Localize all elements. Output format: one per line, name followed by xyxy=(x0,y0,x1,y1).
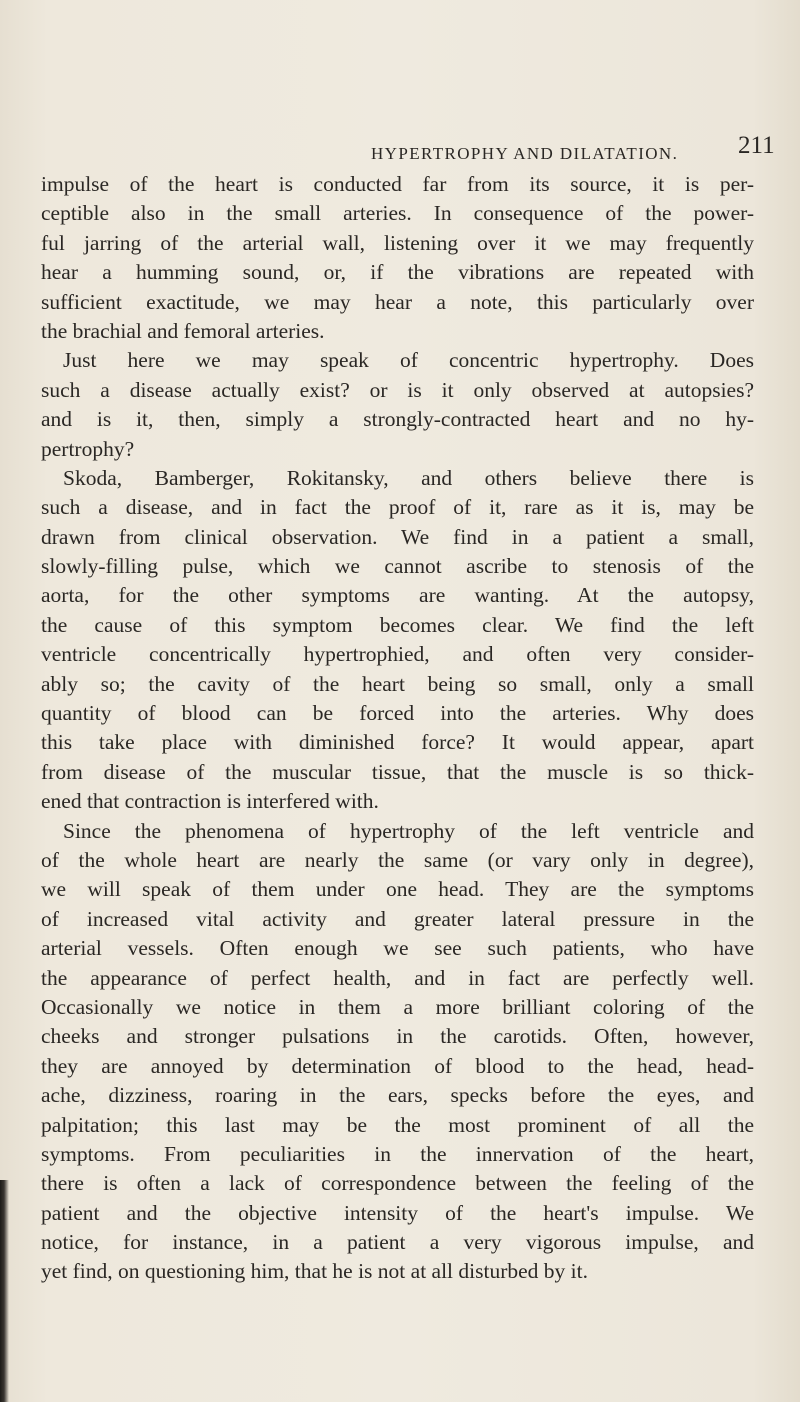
text-line: arterial vessels. Often enough we see such patients, who have xyxy=(41,936,754,961)
text-line: ably so; the cavity of the heart being so small, only a small xyxy=(41,671,754,696)
text-line: Just here we may speak of concentric hypertrophy. Does xyxy=(63,348,754,373)
text-line: symptoms. From peculiarities in the innervation of the heart, xyxy=(41,1141,754,1166)
text-line: patient and the objective intensity of the heart's impulse. We xyxy=(41,1200,754,1225)
text-line: drawn from clinical observation. We find in a patient a small, xyxy=(41,524,754,549)
text-line: notice, for instance, in a patient a very vigorous impulse, and xyxy=(41,1230,754,1255)
running-head: HYPERTROPHY AND DILATATION. xyxy=(371,144,679,163)
text-line: ache, dizziness, roaring in the ears, specks before the eyes, and xyxy=(41,1083,754,1108)
text-line: they are annoyed by determination of blood to the head, head- xyxy=(41,1053,754,1078)
text-line: the brachial and femoral arteries. xyxy=(41,318,325,343)
text-line: the appearance of perfect health, and in fact are perfectly well. xyxy=(41,965,754,990)
text-line: from disease of the muscular tissue, that the muscle is so thick- xyxy=(41,759,754,784)
text-line: impulse of the heart is conducted far from its source, it is per- xyxy=(41,172,754,196)
page-edge-shadow xyxy=(0,1180,9,1402)
text-line: Occasionally we notice in them a more brilliant coloring of the xyxy=(41,994,754,1019)
text-line: ful jarring of the arterial wall, listening over it we may frequently xyxy=(41,230,754,255)
text-line: such a disease actually exist? or is it only observed at autopsies? xyxy=(41,377,754,402)
text-line: sufficient exactitude, we may hear a note, this particularly over xyxy=(41,289,754,314)
text-line: and is it, then, simply a strongly-contracted heart and no hy- xyxy=(41,407,754,432)
text-line: of increased vital activity and greater lateral pressure in the xyxy=(41,906,754,931)
text-line: slowly-filling pulse, which we cannot ascribe to stenosis of the xyxy=(41,554,754,579)
text-line: this take place with diminished force? It would appear, apart xyxy=(41,730,754,755)
text-line: pertrophy? xyxy=(41,436,135,461)
text-line: cheeks and stronger pulsations in the carotids. Often, however, xyxy=(41,1024,754,1049)
text-line: yet find, on questioning him, that he is not at all disturbed by it. xyxy=(41,1259,588,1284)
text-line: of the whole heart are nearly the same (or vary only in degree), xyxy=(41,847,754,872)
text-line: Skoda, Bamberger, Rokitansky, and others believe there is xyxy=(63,465,754,490)
text-line: the cause of this symptom becomes clear. We find the left xyxy=(41,612,754,637)
text-line: ened that contraction is interfered with. xyxy=(41,789,379,814)
text-line: quantity of blood can be forced into the arteries. Why does xyxy=(41,701,754,726)
page-number: 211 xyxy=(738,132,775,159)
text-line: palpitation; this last may be the most prominent of all the xyxy=(41,1112,754,1137)
text-line: Since the phenomena of hypertrophy of the left ventricle and xyxy=(63,818,754,843)
text-line: there is often a lack of correspondence between the feeling of the xyxy=(41,1171,754,1196)
text-line: ceptible also in the small arteries. In consequence of the power- xyxy=(41,201,754,226)
body-text xyxy=(41,170,754,1287)
text-line: such a disease, and in fact the proof of it, rare as it is, may be xyxy=(41,495,754,520)
text-line: we will speak of them under one head. They are the symptoms xyxy=(41,877,754,902)
text-line: hear a humming sound, or, if the vibrations are repeated with xyxy=(41,260,754,285)
text-line: ventricle concentrically hypertrophied, and often very consider- xyxy=(41,642,754,667)
text-line: aorta, for the other symptoms are wanting. At the autopsy, xyxy=(41,583,754,608)
page-header xyxy=(0,128,800,168)
